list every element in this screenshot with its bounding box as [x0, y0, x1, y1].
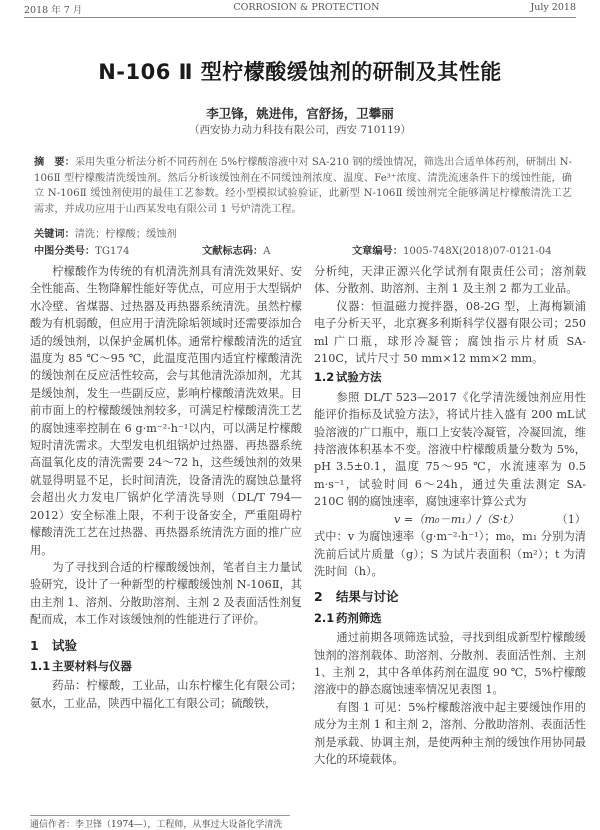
subsection-title: 主要材料与仪器: [52, 658, 132, 673]
id-label: 文章编号：: [352, 245, 403, 257]
clc-label: 中图分类号：: [34, 245, 96, 257]
section-title: 结果与讨论: [336, 589, 399, 605]
screening-paragraph-2: 有图 1 可见：5%柠檬酸溶液中起主要缓蚀作用的成分为主剂 1 和主剂 2，溶剂、分散助溶剂、表面活性剂是承载、协调主剂，是使两种主剂的缓蚀作用协同最大化的环境载体。: [314, 700, 586, 766]
clc-number: [34, 242, 202, 257]
section-number: 1: [30, 637, 39, 653]
doc-value: A: [263, 246, 271, 257]
subsection-number: 1.1: [30, 658, 51, 673]
author-footnote: 通信作者：李卫锋（1974—），工程师，从事过大设备化学清洗: [30, 815, 290, 830]
section-number: 2: [314, 589, 323, 605]
screening-paragraph: 通过前期各项筛选试验，寻找到组成新型柠檬酸缓蚀剂的溶剂载体、助溶剂、分散剂、表面活性剂、主剂 1、主剂 2，其中各单体药剂在温度 90 ℃，5%柠檬酸溶液中的静态腐蚀速率情况见表图 1。: [314, 631, 586, 697]
corrosion-rate-formula: [314, 511, 586, 528]
keywords-label: 关键词：: [34, 228, 75, 240]
formula-number: （1）: [556, 512, 586, 526]
clc-value: TG174: [95, 246, 130, 257]
instruments-paragraph: 仪器：恒温磁力搅拌器，08-2G 型，上海梅颖浦电子分析天平，北京赛多利斯科学仪器有限公司；250 ml 广口瓶，球形冷凝管；腐蚀指示片材质 SA-210C，试片尺寸 50 mm×12 mm×2 mm。: [314, 299, 586, 366]
classification-row: [34, 242, 572, 257]
subsection-heading-method: [314, 369, 586, 386]
subsection-title: 药剂筛选: [336, 610, 382, 625]
header-date: 2018 年 7 月: [24, 5, 83, 16]
header-journal: CORROSION & PROTECTION: [233, 2, 380, 13]
paper-title: N-106 Ⅱ 型柠檬酸缓蚀剂的研制及其性能: [98, 60, 502, 84]
abstract-label: 摘 要：: [34, 156, 75, 168]
subsection-heading-materials: [30, 658, 302, 675]
keywords: [34, 225, 572, 240]
formula-explanation: 式中：v 为腐蚀速率（g·m⁻²·h⁻¹）；m₀，m₁ 分别为清洗前后试片质量（g）；S 为试片表面积（m²）；t 为清洗时间（h）。: [314, 530, 586, 578]
intro-paragraph: 柠檬酸作为传统的有机清洗剂具有清洗效果好、安全性能高、生物降解性能好等优点，可应用于大型锅炉水冷壁、省煤器、过热器及再热器系统清洗。虽然柠檬酸为有机弱酸，但应用于清洗除垢领域时还需要添加合适的缓蚀剂，以保护金属机体。通常柠檬酸清洗的适宜温度为 85 ℃～95 ℃，此温度范围内适宜柠檬酸清洗的缓蚀剂在反应活性较高，会与其他清洗添加剂，尤其是缓蚀剂，发生一些副反应，影响柠檬酸清洗效果。目前市面上的柠檬酸缓蚀剂较多，可满足柠檬酸清洗工艺的腐蚀速率控制在 6 g·m⁻²·h⁻¹以内，可以满足柠檬酸短时清洗需求。大型发电机组锅炉过热器、再热器系统高温氧化皮的清洗需要 24～72 h，这些缓蚀剂的效果就显得明显不足，长时间清洗，设备清洗的腐蚀总量将会超出火力发电厂锅炉化学清洗导则（DL/T 794—2012）安全标准上限，不利于设备安全，严重阻碍柠檬酸清洗工艺在过热器、再热器系统清洗方面的推广应用。: [30, 265, 302, 557]
method-paragraph: 参照 DL/T 523—2017《化学清洗缓蚀剂应用性能评价指标及试验方法》，将试片挂入盛有 200 mL试验溶液的广口瓶中，瓶口上安装冷凝管，冷凝回流，维持溶液体积基本不变。溶液中柠檬酸质量分数为 5%，pH 3.5±0.1，温度 75～95 ℃，水流速率为 0.5 m·s⁻¹，试验时间 6～24h，通过失重法测定 SA-210C 钢的腐蚀速率，腐蚀速率计算公式为: [314, 390, 586, 509]
section-heading-results: [314, 588, 586, 605]
section-title: 试验: [52, 637, 78, 653]
paper-affiliation: （西安协力动力科技有限公司，西安 710119）: [189, 124, 411, 136]
section-heading-experiment: [30, 637, 302, 654]
subsection-heading-screening: [314, 610, 586, 627]
right-column: [314, 263, 586, 768]
doc-label: 文献标志码：: [202, 245, 264, 257]
subsection-number: 1.2: [314, 370, 335, 385]
materials-continued: 分析纯，天津正源兴化学试剂有限责任公司；溶剂载体、分散剂、助溶剂、主剂 1 及主剂 2 都为工业品。: [314, 265, 586, 296]
materials-paragraph: 药品：柠檬酸，工业品，山东柠檬生化有限公司；氨水，工业品，陕西中福化工有限公司；硫酸铁，: [30, 679, 302, 710]
left-column: [30, 263, 302, 712]
header-date-en: July 2018: [530, 2, 576, 13]
abstract-text: 采用失重分析法分析不同药剂在 5%柠檬酸溶液中对 SA-210 钢的缓蚀情况，筛选出合适单体药剂，研制出 N-106Ⅱ 型柠檬酸清洗缓蚀剂。然后分析该缓蚀剂在不同缓蚀剂浓度、温度、Fe³⁺浓度、清洗流速条件下的缓蚀性能，确立 N-106Ⅱ 缓蚀剂使用的最佳工艺参数。经小型模拟试验验证，此新型 N-106Ⅱ 缓蚀剂完全能够满足柠檬酸清洗工艺需求，并成功应用于山西某发电有限公司 1 号炉清洗工程。: [34, 157, 572, 215]
id-value: 1005-748X(2018)07-0121-04: [402, 246, 552, 257]
intro-paragraph-2: 为了寻找到合适的柠檬酸缓蚀剂，笔者自主力量试验研究，设计了一种新型的柠檬酸缓蚀剂 N-106Ⅱ，其由主剂 1、溶剂、分散助溶剂、主剂 2 及表面活性剂复配而成，本工作对该缓蚀剂的性能进行了评价。: [30, 560, 302, 627]
document-code: [202, 242, 352, 257]
abstract: [34, 155, 572, 217]
subsection-number: 2.1: [314, 610, 335, 625]
formula-expression: v =（m₀－m₁）/（S·t）: [394, 512, 519, 526]
running-header: [24, 2, 576, 18]
subsection-title: 试验方法: [336, 370, 382, 385]
paper-authors: 李卫锋，姚进伟，宫舒扬，卫攀丽: [206, 106, 394, 121]
keywords-text: 清洗；柠檬酸；缓蚀剂: [74, 229, 177, 240]
article-id: [352, 242, 552, 257]
